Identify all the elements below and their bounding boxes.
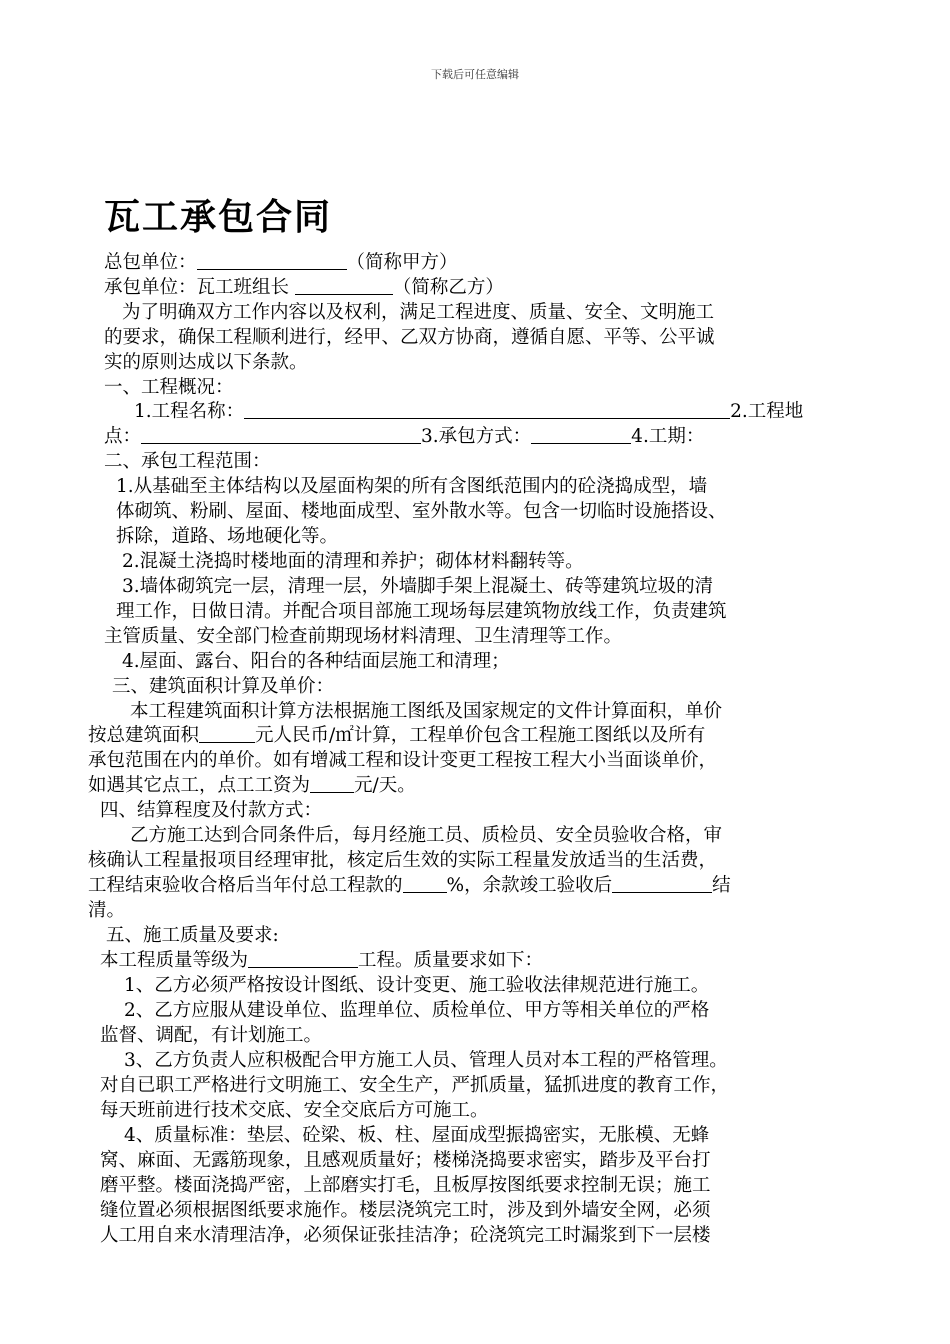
scope-line: 1.从基础至主体结构以及屋面构架的所有含图纸范围内的砼浇捣成型，墙 [116, 476, 708, 497]
quality-line: 窝、麻面、无露筋现象，且感观质量好；楼梯浇捣要求密实，踏步及平台打 [100, 1150, 711, 1171]
quality-line: 1、乙方必须严格按设计图纸、设计变更、施工验收法律规范进行施工。 [124, 975, 710, 996]
percent-blank[interactable] [403, 874, 447, 893]
party-b-label: 承包单位： [104, 277, 197, 298]
party-b-line [104, 275, 852, 300]
intro-line: 为了明确双方工作内容以及权利，满足工程进度、质量、安全、文明施工 [122, 302, 715, 323]
method-blank[interactable] [531, 425, 631, 444]
price-line [88, 723, 852, 748]
scope-line: 2.混凝土浇捣时楼地面的清理和养护；砌体材料翻转等。 [122, 551, 584, 572]
page-header: 下载后可任意编辑 [431, 68, 519, 81]
payment-line: 清。 [88, 900, 126, 921]
party-a-blank[interactable] [197, 251, 347, 270]
quality-grade-line [100, 948, 852, 973]
price-label-b: 元人民币/㎡计算，工程单价包含工程施工图纸以及所有 [255, 725, 706, 746]
location-label-a: 2.工程地 [730, 401, 804, 422]
price-line [88, 773, 852, 798]
scope-line: 理工作，日做日清。并配合项目部施工现场每层建筑物放线工作，负责建筑 [116, 601, 727, 622]
payment-label-a: 工程结束验收合格后当年付总工程款的 [88, 875, 403, 896]
period-label: 4.工期： [631, 426, 705, 447]
scope-line: 3.墙体砌筑完一层，清理一层，外墙脚手架上混凝土、砖等建筑垃圾的清 [122, 576, 714, 597]
quality-line: 对自已职工严格进行文明施工、安全生产，严抓质量，猛抓进度的教育工作， [100, 1075, 730, 1096]
intro-line: 的要求，确保工程顺利进行，经甲、乙双方协商，遵循自愿、平等、公平诚 [104, 327, 715, 348]
section-4-heading: 四、结算程度及付款方式： [100, 800, 323, 821]
grade-label-a: 本工程质量等级为 [100, 950, 249, 971]
location-blank[interactable] [141, 425, 421, 444]
project-name-line [104, 399, 852, 424]
quality-line: 3、乙方负责人应积极配合甲方施工人员、管理人员对本工程的严格管理。 [124, 1050, 728, 1071]
location-label-b: 点： [104, 426, 142, 447]
section-2-heading: 二、承包工程范围： [104, 451, 271, 472]
section-5-heading: 五、施工质量及要求: [106, 925, 279, 946]
grade-label-b: 工程。质量要求如下： [358, 950, 544, 971]
party-b-value: 瓦工班组长 [196, 277, 290, 298]
scope-line: 主管质量、安全部门检查前期现场材料清理、卫生清理等工作。 [104, 626, 623, 647]
party-a-label: 总包单位： [104, 252, 197, 273]
quality-line: 监督、调配，有计划施工。 [100, 1025, 323, 1046]
quality-line: 4、质量标准：垫层、砼梁、板、柱、屋面成型振捣密实，无胀模、无蜂 [124, 1125, 710, 1146]
price-line: 本工程建筑面积计算方法根据施工图纸及国家规定的文件计算面积，单价 [130, 701, 723, 722]
contract-title: 瓦工承包合同 [104, 196, 333, 238]
quality-line: 缝位置必须根据图纸要求施作。楼层浇筑完工时，涉及到外墙安全网，必须 [100, 1200, 711, 1221]
scope-line: 4.屋面、露台、阳台的各种结面层施工和清理； [122, 651, 510, 672]
scope-line: 拆除，道路、场地硬化等。 [116, 526, 339, 547]
payment-label-b: %，余款竣工验收后 [446, 875, 613, 896]
project-name-label: 1.工程名称： [134, 401, 245, 422]
daywork-label-b: 元/天。 [354, 775, 416, 796]
section-3-heading: 三、建筑面积计算及单价： [112, 676, 335, 697]
daywork-label-a: 如遇其它点工，点工工资为 [88, 775, 311, 796]
scope-line: 体砌筑、粉刷、屋面、楼地面成型、室外散水等。包含一切临时设施搭设、 [116, 501, 727, 522]
party-b-blank[interactable] [295, 276, 393, 295]
intro-line: 实的原则达成以下条款。 [104, 352, 308, 373]
section-1-heading: 一、工程概况： [104, 377, 234, 398]
party-a-suffix: （简称甲方） [346, 252, 458, 273]
quality-line: 2、乙方应服从建设单位、监理单位、质检单位、甲方等相关单位的严格 [124, 1000, 710, 1021]
project-name-blank[interactable] [244, 400, 730, 419]
price-line: 承包范围在内的单价。如有增减工程和设计变更工程按工程大小当面谈单价， [88, 750, 718, 771]
area-blank[interactable] [199, 724, 255, 743]
method-label: 3.承包方式： [421, 426, 532, 447]
payment-line [88, 873, 852, 898]
quality-line: 每天班前进行技术交底、安全交底后方可施工。 [100, 1100, 489, 1121]
party-a-line [104, 250, 852, 275]
price-label-a: 按总建筑面积 [88, 725, 200, 746]
daywork-blank[interactable] [310, 774, 354, 793]
quality-line: 人工用自来水清理洁净，必须保证张挂洁净；砼浇筑完工时漏浆到下一层楼 [100, 1225, 711, 1246]
payment-line: 乙方施工达到合同条件后，每月经施工员、质检员、安全员验收合格，审 [130, 825, 723, 846]
final-payment-blank[interactable] [612, 874, 712, 893]
location-line [104, 424, 852, 449]
payment-label-c: 结 [712, 875, 731, 896]
payment-line: 核确认工程量报项目经理审批，核定后生效的实际工程量发放适当的生活费， [88, 850, 718, 871]
grade-blank[interactable] [248, 949, 358, 968]
quality-line: 磨平整。楼面浇捣严密，上部磨实打毛，且板厚按图纸要求控制无误；施工 [100, 1175, 711, 1196]
party-b-suffix: （简称乙方） [392, 277, 504, 298]
